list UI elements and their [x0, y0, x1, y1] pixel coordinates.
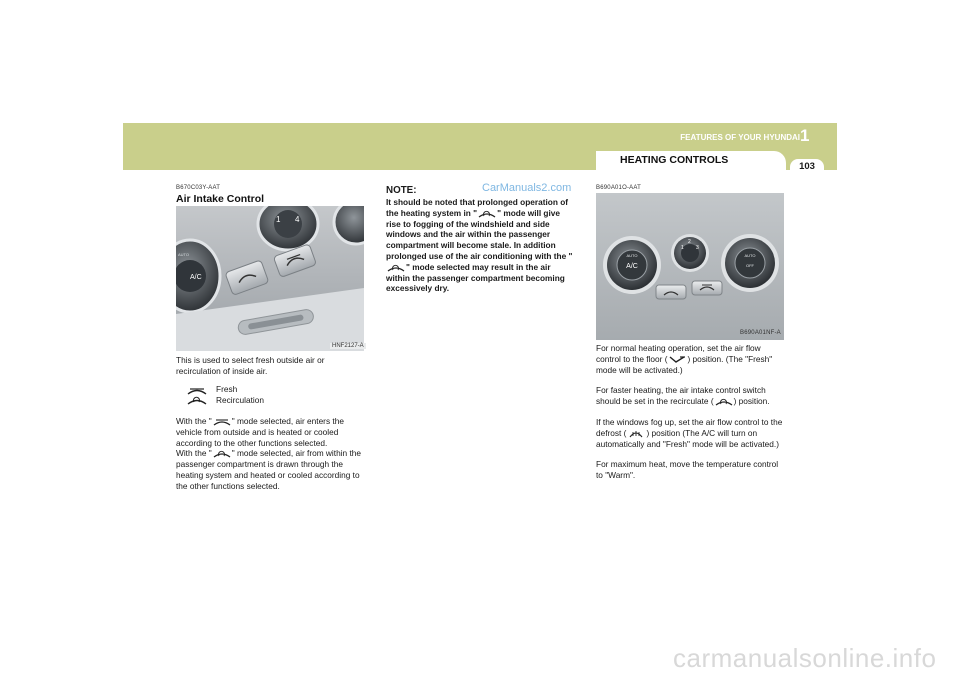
fan-mark-1: 1	[681, 245, 684, 251]
legend-icons	[186, 385, 210, 407]
auto-label: AUTO	[178, 252, 190, 257]
maximum-heat-paragraph: For maximum heat, move the temperature control to "Warm".	[596, 459, 779, 481]
defrost-a: If the windows fog up, set the air flow control to the defrost (	[596, 416, 783, 438]
defrost-b: ) position (The A/C will turn on automatically and "Fresh" mode will be activated.)	[596, 427, 779, 449]
dial-mark-1: 1	[276, 215, 281, 224]
ac-label: A/C	[190, 274, 202, 281]
note-part-b: " mode will give rise to fogging of the windshield and side windows and the air within the passenger compartment will become stale. In addition prolonged use of the air conditioning with the "	[386, 207, 573, 261]
paragraph-fresh-mode	[176, 416, 364, 492]
recirculation-icon	[477, 210, 497, 218]
right-paragraphs	[596, 343, 785, 481]
off-label: OFF	[746, 263, 754, 268]
paragraph-recirc-b: " mode selected, air from within the passenger compartment is drawn through the heating system and heated or cooled according to the other functions selected.	[176, 448, 361, 491]
floor-airflow-icon	[667, 356, 687, 364]
recirculation-icon	[386, 264, 406, 272]
chapter-number: 1	[800, 126, 810, 145]
normal-heating-paragraph	[596, 343, 785, 375]
section-heading: Air Intake Control	[176, 193, 265, 205]
recirculation-icon	[714, 398, 734, 406]
fan-mark-2: 2	[688, 239, 691, 245]
defrost-icon	[626, 430, 646, 438]
defrost-paragraph	[596, 417, 785, 449]
right-photo-code: B690A01NF-A	[740, 330, 781, 336]
faster-heating-b: ) position.	[733, 396, 770, 407]
note-part-c: " mode selected may result in the air within the passenger compartment becoming excessively dry.	[386, 261, 565, 294]
note-title: NOTE:	[386, 185, 417, 196]
note-part-a: It should be noted that prolonged operation of the heating system in "	[386, 197, 569, 218]
paragraph-fresh-b: " mode selected, air enters the vehicle from outside and is heated or cooled according to the other functions selected.	[176, 416, 344, 448]
paragraph-fresh-a: With the "	[176, 416, 212, 426]
legend-fresh: Fresh	[216, 384, 238, 394]
faster-heating-paragraph	[596, 385, 785, 407]
intro-text: This is used to select fresh outside air or recirculation of inside air.	[176, 355, 325, 376]
air-intake-photo	[176, 206, 364, 351]
paragraph-recirc-a: With the "	[176, 448, 212, 459]
auto-label-right: AUTO	[744, 253, 756, 258]
normal-heating-a: For normal heating operation, set the air flow control to the floor (	[596, 343, 761, 364]
chapter-title: FEATURES OF YOUR HYUNDAI	[680, 133, 800, 142]
section-tab	[596, 151, 786, 170]
climate-panel-photo	[596, 193, 784, 340]
watermark-carmanuals[interactable]: CarManuals2.com	[482, 182, 572, 194]
page-number: 103	[790, 159, 824, 174]
dial-mark-4: 4	[295, 215, 300, 224]
normal-heating-b: ) position. (The "Fresh" mode will be activated.)	[596, 353, 773, 375]
right-section-code: B690A01O-AAT	[596, 185, 641, 191]
section-title: HEATING CONTROLS	[620, 154, 729, 166]
photo-code: HNF2127-A	[332, 343, 364, 349]
footer-watermark[interactable]: carmanualsonline.info	[673, 643, 937, 673]
fresh-air-icon	[186, 385, 210, 407]
auto-label: AUTO	[626, 253, 638, 258]
legend-recirculation: Recirculation	[216, 395, 264, 405]
faster-heating-a: For faster heating, the air intake control switch should be set in the recirculate (	[596, 385, 766, 407]
fan-mark-3: 3	[696, 245, 699, 251]
ac-label: A/C	[626, 263, 638, 270]
recirculation-icon	[212, 450, 232, 458]
fresh-air-icon	[212, 418, 232, 426]
section-code: B670C03Y-AAT	[176, 185, 221, 191]
note-body	[386, 197, 576, 294]
